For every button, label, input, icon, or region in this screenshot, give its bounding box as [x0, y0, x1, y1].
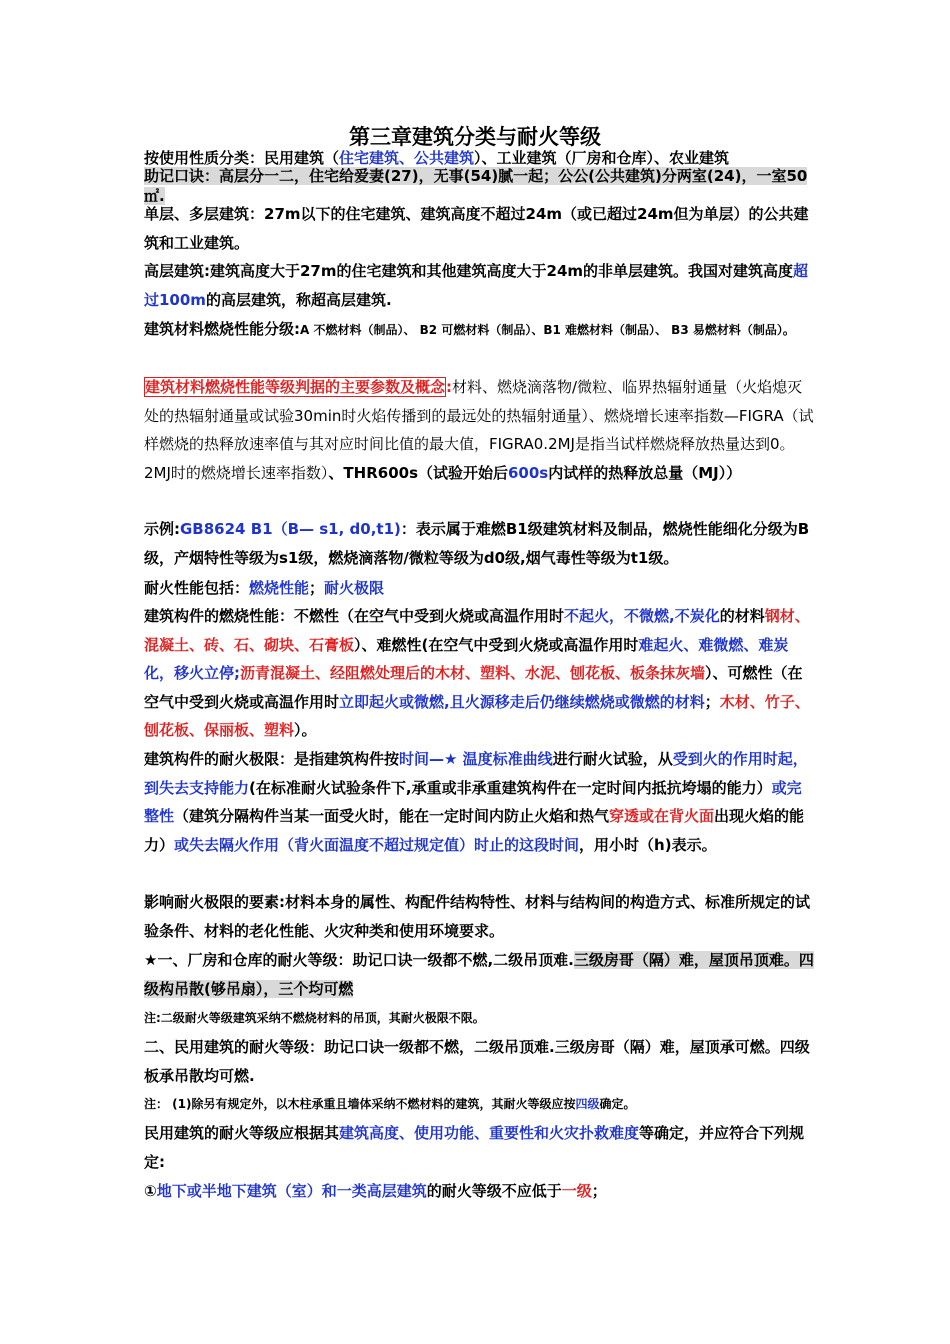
rule-one-underground: ①地下或半地下建筑（室）和一类高层建筑的耐火等级不应低于一级； — [144, 1182, 607, 1200]
material-fire-classes: 建筑材料燃烧性能分级:A 不燃材料（制品）、 B2 可燃材料（制品）、B1 难燃材料（制品）、 B3 易燃材料（制品）。 — [144, 320, 795, 338]
highrise-definition: 高层建筑:建筑高度大于27m的住宅建筑和其他建筑高度大于24m的非单层建筑。我国对建筑高度超过100m的高层建筑，称超高层建筑. — [144, 262, 809, 309]
fire-limit-factors: 影响耐火极限的要素:材料本身的属性、构配件结构特性、材料与结构间的构造方式、标准所规定的试验条件、材料的老化性能、火灾种类和使用环境要求。 — [144, 893, 811, 940]
fire-performance-items: 耐火性能包括：燃烧性能；耐火极限 — [144, 579, 385, 597]
chapter-title: 第三章建筑分类与耐火等级 — [349, 125, 601, 149]
note-timber-column: 注： (1)除另有规定外，以木柱承重且墙体采纳不燃材料的建筑，其耐火等级应按四级确定。 — [144, 1097, 636, 1111]
usage-classification: 按使用性质分类：民用建筑（住宅建筑、公共建筑）、工业建筑（厂房和仓库）、农业建筑 — [144, 149, 730, 167]
factory-warehouse-grades: ★一、厂房和仓库的耐火等级：助记口诀一级都不燃,二级吊顶难.三级房哥（隔）难，屋顶吊顶难。四级构吊散(够吊扇），三个均可燃 — [144, 951, 814, 998]
civil-building-grades: 二、民用建筑的耐火等级：助记口诀一级都不燃，二级吊顶难.三级房哥（隔）难，屋顶承可燃。四级板承吊散均可燃. — [144, 1038, 810, 1085]
component-combustibility: 建筑构件的燃烧性能：不燃性（在空气中受到火烧或高温作用时不起火，不微燃,不炭化的材料钢材、混凝土、砖、石、砌块、石膏板）、难燃性(在空气中受到火烧或高温作用时难起火、难微燃、难炭化，移火立停;沥青混凝土、经阻燃处理后的木材、塑料、水泥、刨花板、板条抹灰墙）、可燃性（在空气中受到火烧或高温作用时立即起火或微燃,且火源移走后仍继续燃烧或微燃的材料；木材、竹子、刨花板、保丽板、塑料）。 — [144, 607, 810, 739]
mnemonic-highrise: 助记口诀：高层分一二，住宅给爱妻(27)，无事(54)腻一起；公公(公共建筑)分两室(24)，一室50 ㎡. — [144, 167, 808, 205]
civil-grade-basis: 民用建筑的耐火等级应根据其建筑高度、使用功能、重要性和火灾扑救难度等确定，并应符合下列规定: — [144, 1124, 805, 1171]
example-gb8624: 示例:GB8624 B1（B— s1, d0,t1)：表示属于难燃B1级建筑材料及制品，燃烧性能细化分级为B级，产烟特性等级为s1级，燃烧滴落物/微粒等级为d0级,烟气毒性等级为t1级。 — [144, 520, 810, 567]
fire-criteria-params: 建筑材料燃烧性能等级判据的主要参数及概念:材料、燃烧滴落物/微粒、临界热辐射通量（火焰熄灭处的热辐射通量或试验30min时火焰传播到的最远处的热辐射通量）、燃烧增长速率指数—FIGRA（试样燃烧的热释放速率值与其对应时间比值的最大值，FIGRA0.2MJ是指当试样燃烧释放热量达到0。2MJ时的燃烧增长速率指数）、THR600s（试验开始后600s内试样的热释放总量（MJ）） — [144, 378, 814, 482]
note-grade-two-ceiling: 注:二级耐火等级建筑采纳不燃烧材料的吊顶，其耐火极限不限。 — [144, 1011, 485, 1025]
fire-resistance-limit-definition: 建筑构件的耐火极限：是指建筑构件按时间—★ 温度标准曲线进行耐火试验，从受到火的作用时起，到失去支持能力(在标准耐火试验条件下,承重或非承重建筑构件在一定时间内抵抗垮塌的能力）或完整性（建筑分隔构件当某一面受火时，能在一定时间内防止火焰和热气穿透或在背火面出现火焰的能力）或失去隔火作用（背火面温度不超过规定值）时止的这段时间，用小时（h)表示。 — [144, 750, 808, 854]
low-multi-storey-definition: 单层、多层建筑：27m以下的住宅建筑、建筑高度不超过24m（或已超过24m但为单层）的公共建筑和工业建筑。 — [144, 205, 809, 252]
